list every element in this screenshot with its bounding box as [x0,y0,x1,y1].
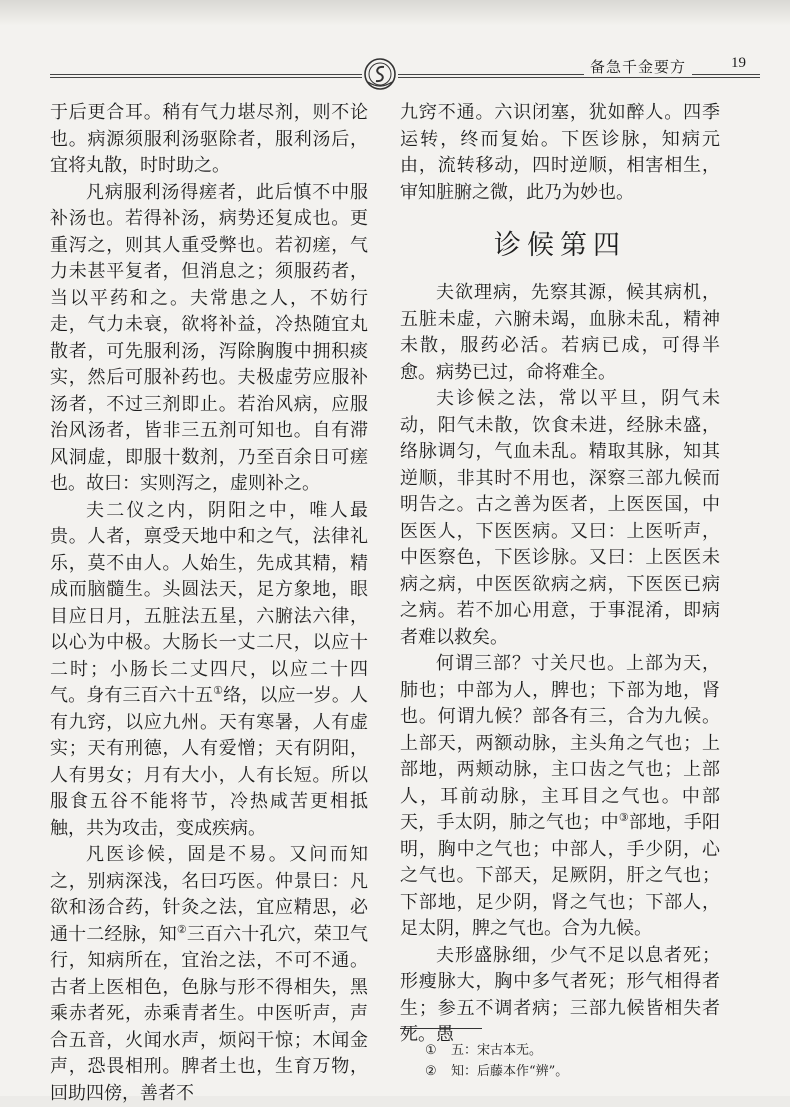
paragraph [400,100,720,206]
footnote-ref[interactable]: ② [176,922,187,936]
running-header [50,48,760,88]
page-top-shadow [0,0,790,26]
emblem-icon [362,56,398,92]
paragraph-text: 部地，手阳明，胸中之气也；中部人，手少阴，心之气也。下部天，足厥阴，肝之气也；下部地，足少阴，肾之气也；下部人，足太阴，脾之气也。合为九候。 [400,812,721,939]
paragraph [400,943,720,1049]
footnote-text: 知：后藤本作“辨”。 [451,1064,569,1079]
footnote-text: 五：宋古本无。 [451,1043,543,1058]
paragraph [400,386,720,651]
paragraph-text: 九窍不通。六识闭塞，犹如醉人。四季运转，终而复始。下医诊脉，知病元由，流转移动，四时逆顺，相害相生，审知脏腑之微，此乃为妙也。 [400,102,720,203]
paragraph-text: 何谓三部？寸关尺也。上部为天，肺也；中部为人，脾也；下部为地，肾也。何谓九候？部各有三，合为九候。上部天，两额动脉，主头角之气也；上部地，两颊动脉，主口齿之气也；上部人，耳前动脉，主耳目之气也。中部天，手太阴，肺之气也；中 [400,653,720,833]
footnote-mark: ① [425,1043,437,1058]
paragraph-text: 夫形盛脉细，少气不足以息者死；形瘦脉大，胸中多气者死；形气相得者生；参五不调者病；三部九候皆相失者死。愚 [400,944,720,1045]
paragraph-text: 络，以应一岁。人有九窍，以应九州。天有寒暑，人有虚实；天有刑德，人有爱憎；天有阴阳，人有男女；月有大小，人有长短。所以服食五谷不能将节，冷热咸苦更相抵触，共为攻击，变成疾病。 [50,685,368,839]
left-column [50,100,368,1107]
paragraph-text: 凡医诊候，固是不易。又问而知之，别病深浅，名曰巧医。仲景曰：凡欲和汤合药，针灸之法，宜应精思，必通十二经脉，知 [50,844,368,945]
paragraph [400,651,720,943]
paragraph-text: 夫诊候之法，常以平旦，阴气未动，阳气未散，饮食未进，经脉未盛，络脉调匀，气血未乱。精取其脉，知其逆顺，非其时不用也，深察三部九候而明告之。古之善为医者，上医医国，中医医人，下医医病。又曰：上医听声，中医察色，下医诊脉。又曰：上医医未病之病，中医医欲病之病，下医医已病之病。若不加心用意，于事混淆，即病者难以救矣。 [400,388,720,648]
paragraph [50,842,368,1107]
section-heading: 诊候第四 [494,230,626,261]
right-column [400,100,720,1049]
page-number: 19 [727,55,750,72]
footnote [425,1061,568,1082]
paragraph-text: 三百六十孔穴，荣卫气行，知病所在，宜治之法，不可不通。古者上医相色，色脉与形不得相失，黑乘赤者死，赤乘青者生。中医听声，声合五音，火闻水声，烦闷干惊；木闻金声，恐畏相刑。脾者土也，生育万物，回助四傍，善者不 [50,923,368,1104]
header-book-title: 备急千金要方 [584,56,692,77]
footnote-rule [400,1028,482,1029]
paragraph-text: 于后更合耳。稍有气力堪尽剂，则不论也。病源须服利汤驱除者，服利汤后，宜将丸散，时时助之。 [50,102,368,176]
paragraph [50,100,368,180]
paragraph [50,180,368,498]
paragraph-text: 夫二仪之内，阴阳之中，唯人最贵。人者，禀受天地中和之气，法律礼乐，莫不由人。人始生，先成其精，精成而脑髓生。头圆法天，足方象地，眼目应日月，五脏法五星，六腑法六律，以心为中极。大肠长一丈二尺，以应十二时；小肠长二丈四尺，以应二十四气。身有三百六十五 [50,499,368,706]
footnotes [425,1040,568,1082]
paragraph [50,498,368,843]
footnote-ref[interactable]: ③ [618,811,630,824]
footnote-mark: ② [425,1064,437,1079]
footnote [425,1040,568,1061]
footnote-ref[interactable]: ① [213,684,224,697]
paragraph [400,280,720,386]
paragraph-text: 凡病服利汤得瘥者，此后慎不中服补汤也。若得补汤，病势还复成也。更重泻之，则其人重受弊也。若初瘥，气力未甚平复者，但消息之；须服药者，当以平药和之。夫常患之人，不妨行走，气力未衰，欲将补益，冷热随宜丸散者，可先服利汤，泻除胸腹中拥积痰实，然后可服补药也。夫极虚劳应服补汤者，不过三剂即止。若治风病，应服治风汤者，皆非三五剂可知也。自有滞风洞虚，即服十数剂，乃至百余日可瘥也。故曰：实则泻之，虚则补之。 [50,181,368,494]
paragraph-text: 夫欲理病，先察其源，候其病机，五脏未虚，六腑未竭，血脉未乱，精神未散，服药必活。若病已成，可得半愈。病势已过，命将难全。 [400,282,720,383]
